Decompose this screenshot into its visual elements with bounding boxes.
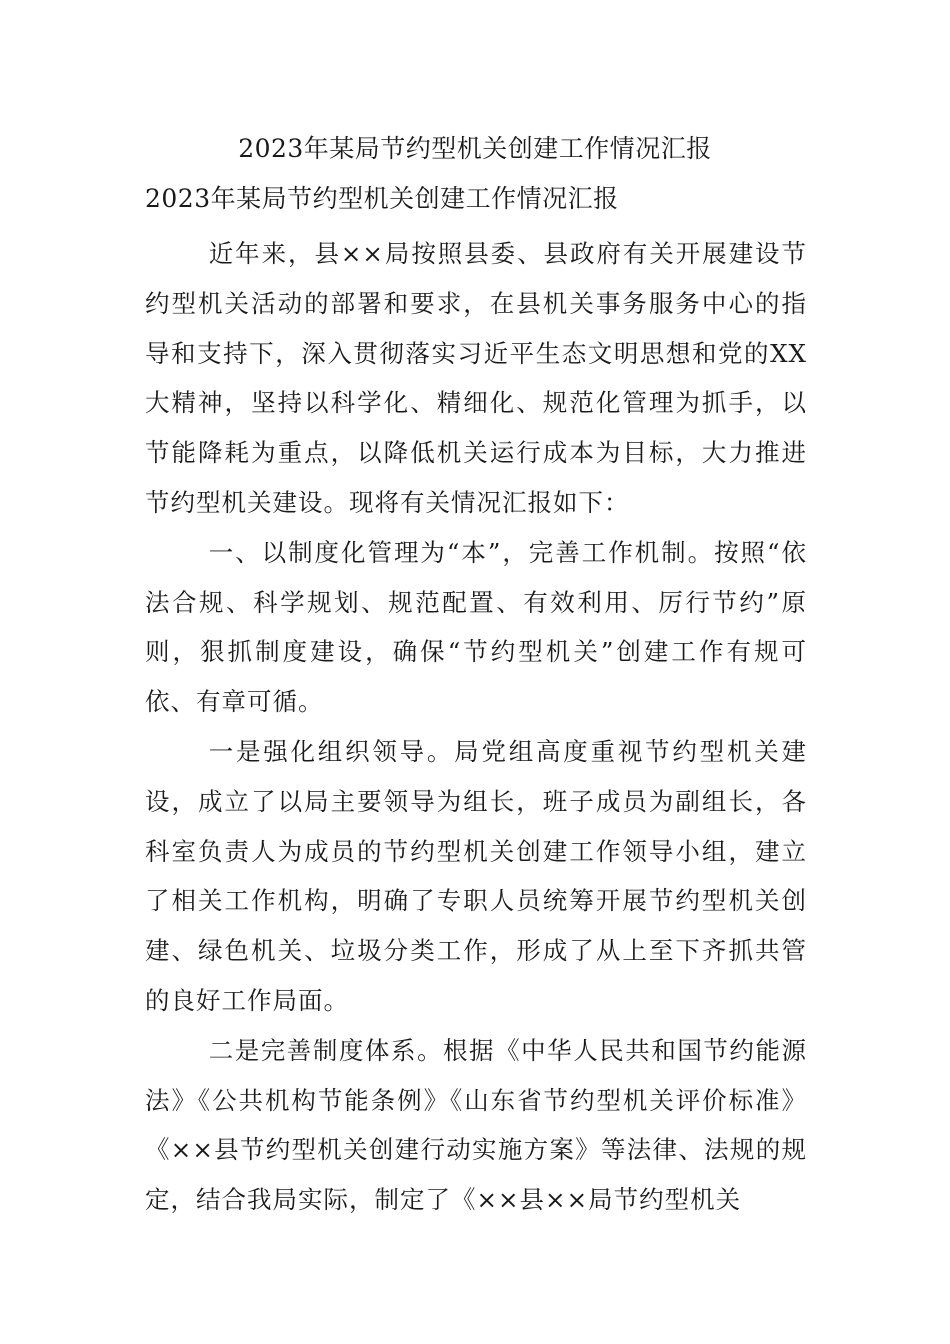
document-body <box>145 229 807 1225</box>
paragraph-intro: 近年来，县××局按照县委、县政府有关开展建设节约型机关活动的部署和要求，在县机关事务服务中心的指导和支持下，深入贯彻落实习近平生态文明思想和党的XX大精神，坚持以科学化、精细化、规范化管理为抓手，以节能降耗为重点，以降低机关运行成本为目标，大力推进节约型机关建设。现将有关情况汇报如下： <box>145 239 807 517</box>
paragraph-leadership: 一是强化组织领导。局党组高度重视节约型机关建设，成立了以局主要领导为组长，班子成员为副组长，各科室负责人为成员的节约型机关创建工作领导小组，建立了相关工作机构，明确了专职人员统筹开展节约型机关创建、绿色机关、垃圾分类工作，形成了从上至下齐抓共管的良好工作局面。 <box>145 736 807 1015</box>
paragraph-section-one: 一、以制度化管理为“本”，完善工作机制。按照“依法合规、科学规划、规范配置、有效利用、厉行节约”原则，狠抓制度建设，确保“节约型机关”创建工作有规可依、有章可循。 <box>145 537 807 717</box>
paragraph-system: 二是完善制度体系。根据《中华人民共和国节约能源法》《公共机构节能条例》《山东省节约型机关评价标准》《××县节约型机关创建行动实施方案》等法律、法规的规定，结合我局实际，制定了《××县××局节约型机关 <box>145 1035 807 1215</box>
document-title: 2023年某局节约型机关创建工作情况汇报 <box>238 134 712 163</box>
document-subtitle: 2023年某局节约型机关创建工作情况汇报 <box>145 184 619 213</box>
